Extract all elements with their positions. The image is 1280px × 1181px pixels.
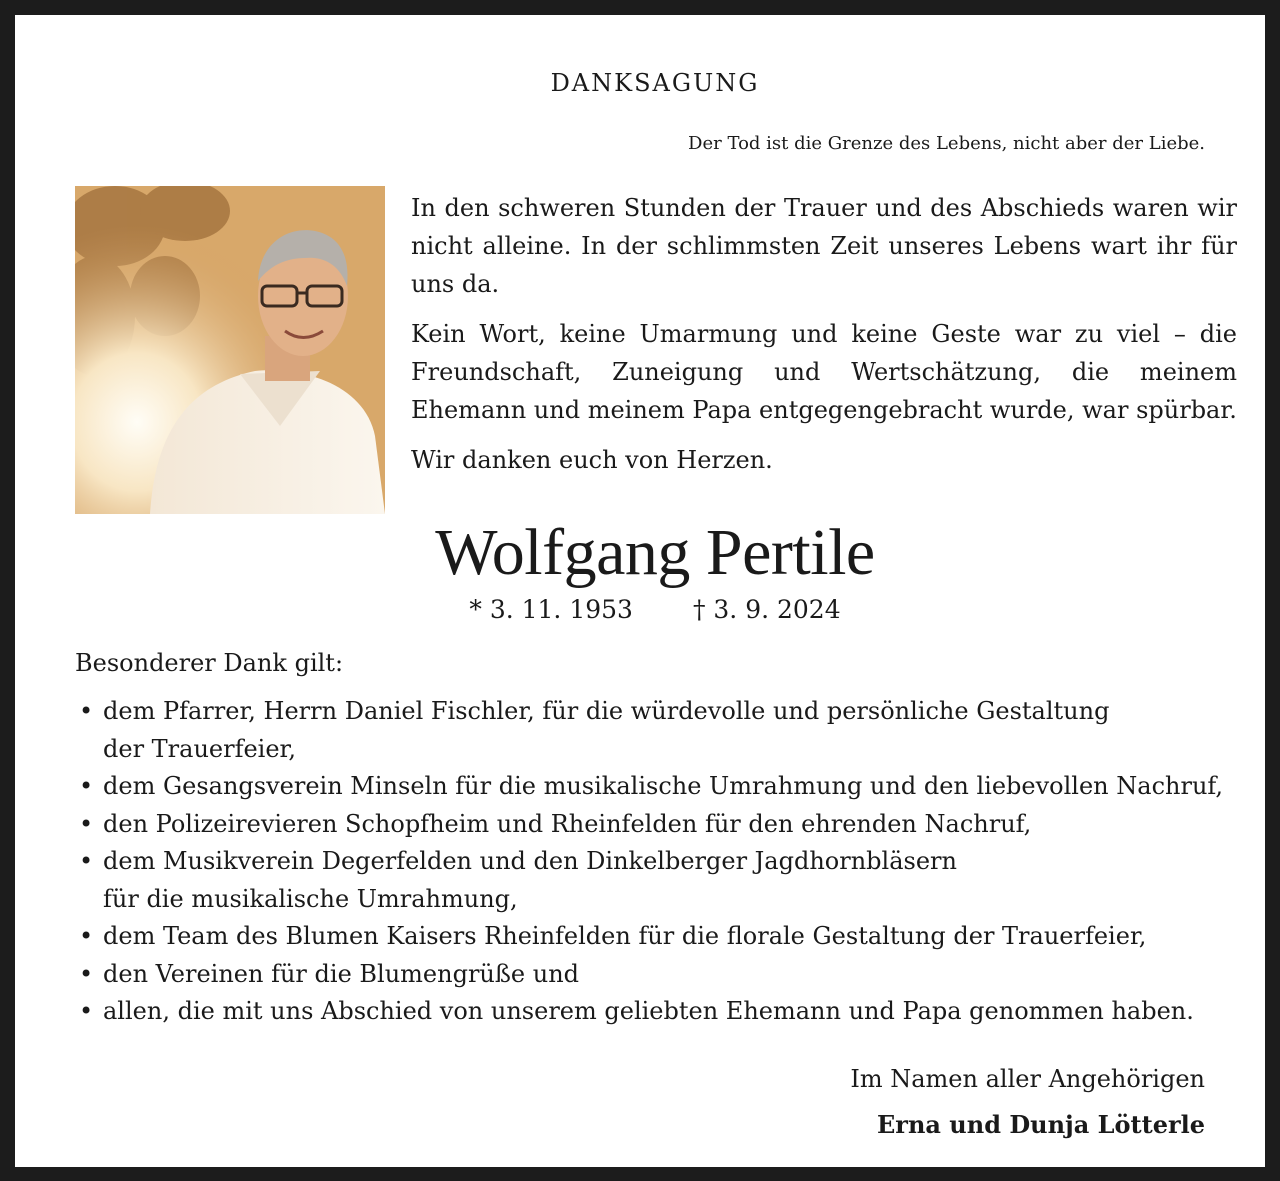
thanks-heading: Besonderer Dank gilt:: [75, 649, 344, 677]
list-item-line: • dem Team des Blumen Kaisers Rheinfelden für die florale Gestaltung der Trauerfeier,: [103, 922, 1147, 950]
list-item-line: • allen, die mit uns Abschied von unserem geliebten Ehemann und Papa genommen haben.: [103, 997, 1194, 1025]
list-item: [75, 918, 1245, 956]
death-date: † 3. 9. 2024: [692, 595, 841, 624]
list-item-line: der Trauerfeier,: [103, 734, 297, 763]
life-dates: [15, 595, 1280, 624]
list-item-line: für die musikalische Umrahmung,: [103, 884, 518, 913]
list-item: [75, 693, 1245, 768]
signoff: Im Namen aller Angehörigen: [850, 1065, 1205, 1093]
list-item: [75, 956, 1245, 994]
list-item-line: • den Polizeirevieren Schopfheim und Rheinfelden für den ehrenden Nachruf,: [103, 809, 1032, 838]
list-item: [75, 806, 1245, 844]
portrait-photo-icon: [75, 186, 385, 514]
signers: Erna und Dunja Lötterle: [877, 1110, 1205, 1139]
deceased-name: Wolfgang Pertile: [435, 516, 875, 589]
intro-paragraph: Kein Wort, keine Umarmung und keine Geste war zu viel – die Freundschaft, Zuneigung und Wertschätzung, die meinem Ehemann und meinem Papa entgegengebracht wurde, war spürbar.: [411, 320, 1237, 424]
list-item-line: • dem Gesangsverein Minseln für die musikalische Umrahmung und den liebevollen Nachruf,: [103, 772, 1224, 800]
intro-paragraph: In den schweren Stunden der Trauer und des Abschieds waren wir nicht alleine. In der schlimmsten Zeit unseres Lebens wart ihr für uns da.: [411, 194, 1237, 298]
list-item: [75, 768, 1245, 806]
birth-date: * 3. 11. 1953: [469, 595, 633, 624]
notice-heading: DANKSAGUNG: [550, 69, 760, 97]
list-item: [75, 993, 1245, 1031]
thanks-list: [75, 693, 1245, 1031]
motto: Der Tod ist die Grenze des Lebens, nicht aber der Liebe.: [688, 133, 1205, 154]
list-item-line: • dem Pfarrer, Herrn Daniel Fischler, für die würdevolle und persönliche Gestaltung: [103, 697, 1110, 725]
list-item-line: • dem Musikverein Degerfelden und den Dinkelberger Jagdhornbläsern: [103, 847, 957, 875]
list-item-line: • den Vereinen für die Blumengrüße und: [103, 959, 580, 988]
list-item: [75, 843, 1245, 918]
intro-paragraph: Wir danken euch von Herzen.: [411, 446, 773, 474]
portrait-photo: [75, 186, 385, 514]
intro-text: [411, 189, 1237, 491]
